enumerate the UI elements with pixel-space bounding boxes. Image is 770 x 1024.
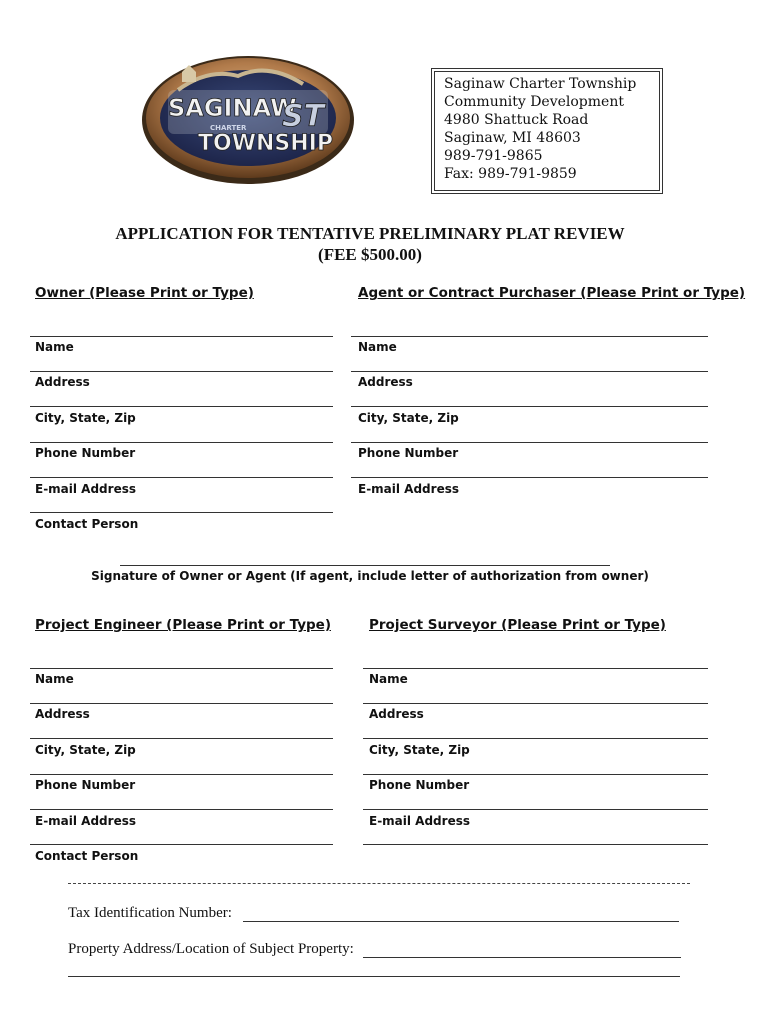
engineer-contact-label: Contact Person bbox=[35, 849, 139, 863]
agent-heading: Agent or Contract Purchaser (Please Print or Type) bbox=[358, 285, 746, 301]
surveyor-heading: Project Surveyor (Please Print or Type) bbox=[369, 617, 666, 633]
owner-name-label: Name bbox=[35, 340, 74, 354]
surveyor-phone-line[interactable] bbox=[363, 774, 708, 775]
tax-id-line[interactable] bbox=[243, 921, 679, 922]
signature-line[interactable] bbox=[120, 565, 610, 566]
property-label: Property Address/Location of Subject Property: bbox=[68, 941, 354, 957]
owner-address-line[interactable] bbox=[30, 371, 333, 372]
owner-city-line[interactable] bbox=[30, 406, 333, 407]
surveyor-city-label: City, State, Zip bbox=[369, 743, 470, 757]
surveyor-name-label: Name bbox=[369, 672, 408, 686]
engineer-city-line[interactable] bbox=[30, 738, 333, 739]
property-line-1[interactable] bbox=[363, 957, 681, 958]
address-line: Fax: 989-791-9859 bbox=[444, 166, 577, 182]
address-line: 989-791-9865 bbox=[444, 148, 543, 164]
signature-label: Signature of Owner or Agent (If agent, include letter of authorization from owner) bbox=[91, 569, 649, 583]
agent-email-label: E-mail Address bbox=[358, 482, 459, 496]
owner-city-label: City, State, Zip bbox=[35, 411, 136, 425]
owner-phone-label: Phone Number bbox=[35, 446, 136, 460]
engineer-email-label: E-mail Address bbox=[35, 814, 136, 828]
logo-middle-text: CHARTER bbox=[210, 124, 247, 132]
address-line: Community Development bbox=[444, 94, 624, 110]
surveyor-city-line[interactable] bbox=[363, 738, 708, 739]
surveyor-phone-label: Phone Number bbox=[369, 778, 470, 792]
surveyor-name-line[interactable] bbox=[363, 668, 708, 669]
logo-emblem: ST bbox=[282, 99, 325, 134]
engineer-name-line[interactable] bbox=[30, 668, 333, 669]
surveyor-email-line[interactable] bbox=[363, 809, 708, 810]
property-line-2[interactable] bbox=[68, 976, 680, 977]
engineer-contact-line[interactable] bbox=[30, 844, 333, 845]
engineer-phone-line[interactable] bbox=[30, 774, 333, 775]
owner-phone-line[interactable] bbox=[30, 442, 333, 443]
agent-phone-label: Phone Number bbox=[358, 446, 459, 460]
agent-address-line[interactable] bbox=[351, 371, 708, 372]
agent-city-label: City, State, Zip bbox=[358, 411, 459, 425]
engineer-name-label: Name bbox=[35, 672, 74, 686]
engineer-email-line[interactable] bbox=[30, 809, 333, 810]
township-logo bbox=[138, 50, 358, 186]
agent-phone-line[interactable] bbox=[351, 442, 708, 443]
owner-address-label: Address bbox=[35, 375, 90, 389]
engineer-city-label: City, State, Zip bbox=[35, 743, 136, 757]
address-line: 4980 Shattuck Road bbox=[444, 112, 589, 128]
agent-name-label: Name bbox=[358, 340, 397, 354]
engineer-phone-label: Phone Number bbox=[35, 778, 136, 792]
engineer-address-label: Address bbox=[35, 707, 90, 721]
dashed-separator bbox=[68, 883, 690, 884]
tax-id-label: Tax Identification Number: bbox=[68, 905, 232, 921]
township-address-box bbox=[431, 68, 663, 194]
address-line: Saginaw Charter Township bbox=[444, 76, 637, 92]
owner-name-line[interactable] bbox=[30, 336, 333, 337]
owner-email-label: E-mail Address bbox=[35, 482, 136, 496]
agent-city-line[interactable] bbox=[351, 406, 708, 407]
surveyor-email-label: E-mail Address bbox=[369, 814, 470, 828]
surveyor-address-label: Address bbox=[369, 707, 424, 721]
agent-email-line[interactable] bbox=[351, 477, 708, 478]
surveyor-extra-line[interactable] bbox=[363, 844, 708, 845]
logo-bottom-text: TOWNSHIP bbox=[198, 131, 333, 156]
engineer-address-line[interactable] bbox=[30, 703, 333, 704]
owner-email-line[interactable] bbox=[30, 477, 333, 478]
owner-contact-label: Contact Person bbox=[35, 517, 139, 531]
surveyor-address-line[interactable] bbox=[363, 703, 708, 704]
address-line: Saginaw, MI 48603 bbox=[444, 130, 581, 146]
engineer-heading: Project Engineer (Please Print or Type) bbox=[35, 617, 331, 633]
agent-address-label: Address bbox=[358, 375, 413, 389]
logo-top-text: SAGINAW bbox=[168, 94, 297, 122]
owner-contact-line[interactable] bbox=[30, 512, 333, 513]
owner-heading: Owner (Please Print or Type) bbox=[35, 285, 254, 301]
agent-name-line[interactable] bbox=[351, 336, 708, 337]
form-title: APPLICATION FOR TENTATIVE PRELIMINARY PLAT REVIEW bbox=[115, 224, 625, 243]
form-fee: (FEE $500.00) bbox=[318, 245, 422, 264]
